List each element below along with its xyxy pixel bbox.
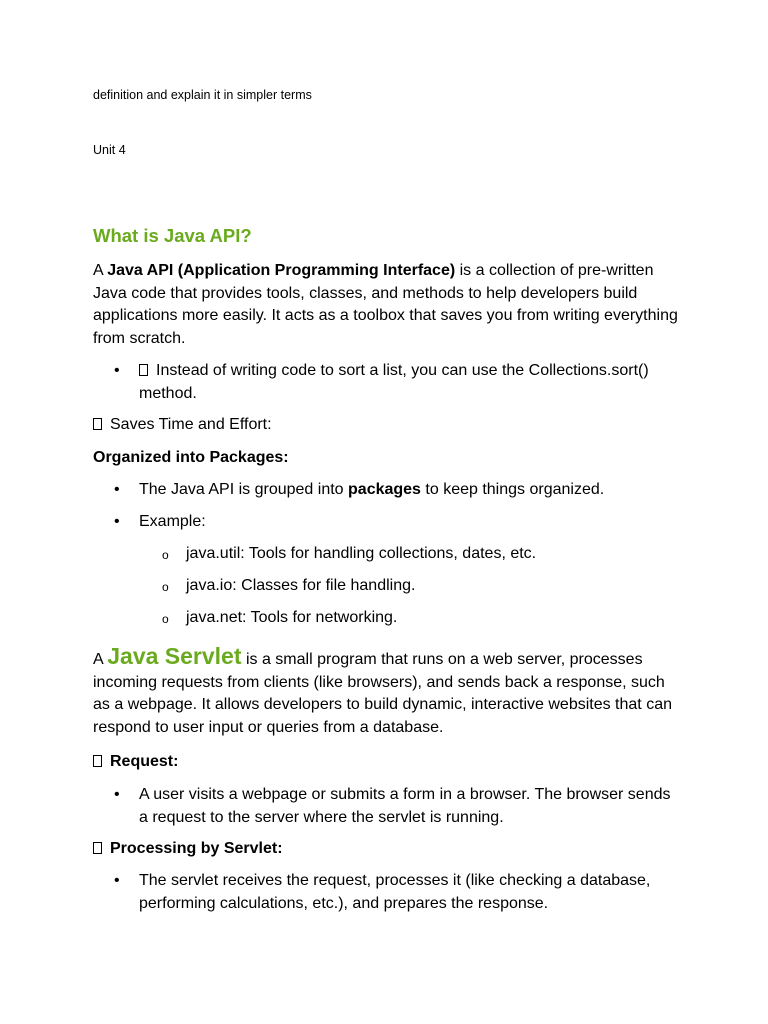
api-intro-text: is a collection of pre-written Java code that provides tools, classes, and methods to help developers build applications more easily. It acts as a toolbox that saves you from writing everything from scratch. <box>93 262 678 347</box>
processing-heading-text: Processing by Servlet: <box>110 840 283 857</box>
hollow-circle-icon: o <box>162 548 169 562</box>
unit-label: Unit 4 <box>93 143 126 157</box>
list-item-packages <box>139 479 679 502</box>
hollow-circle-icon: o <box>162 580 169 594</box>
api-intro-term: Java API (Application Programming Interface) <box>107 262 456 279</box>
list-item-sort-example <box>139 360 679 405</box>
packages-prefix: The Java API is grouped into <box>139 481 349 498</box>
packages-suffix: to keep things organized. <box>420 481 605 498</box>
header-note: definition and explain it in simpler terms <box>93 88 312 102</box>
bullet-dot-icon: • <box>114 872 120 889</box>
servlet-intro-paragraph <box>93 645 683 739</box>
sub-list-item-java-net: java.net: Tools for networking. <box>186 609 398 626</box>
placeholder-box-icon <box>93 842 102 854</box>
placeholder-box-icon <box>139 364 148 376</box>
bullet-dot-icon: • <box>114 362 120 379</box>
processing-heading <box>93 838 683 861</box>
saves-time-line <box>93 414 683 437</box>
list-item-request: A user visits a webpage or submits a form in a browser. The browser sends a request to the server where the servlet is running. <box>139 786 671 826</box>
sub-list-item-java-io: java.io: Classes for file handling. <box>186 577 416 594</box>
list-item-text: Instead of writing code to sort a list, you can use the Collections.sort() method. <box>139 362 649 402</box>
placeholder-box-icon <box>93 418 102 430</box>
servlet-intro-text: is a small program that runs on a web server, processes incoming requests from clients (like browsers), and sends back a response, such as a webpage. It allows developers to build dynamic, interactive websites that can respond to user input or queries from a database. <box>93 651 672 736</box>
request-heading-text: Request: <box>110 753 179 770</box>
placeholder-box-icon <box>93 755 102 767</box>
bullet-dot-icon: • <box>114 481 120 498</box>
servlet-intro-prefix: A <box>93 651 108 668</box>
list-item-example-label: Example: <box>139 513 206 530</box>
section-heading-java-api: What is Java API? <box>93 225 252 246</box>
servlet-title: Java Servlet <box>107 643 242 669</box>
bullet-dot-icon: • <box>114 786 120 803</box>
list-item-processing: The servlet receives the request, processes it (like checking a database, performing calculations, etc.), and prepares the response. <box>139 872 651 912</box>
saves-time-text: Saves Time and Effort: <box>110 416 272 433</box>
api-intro-paragraph <box>93 260 683 350</box>
bullet-dot-icon: • <box>114 513 120 530</box>
packages-heading: Organized into Packages: <box>93 449 289 466</box>
sub-list-item-java-util: java.util: Tools for handling collections, dates, etc. <box>186 545 537 562</box>
hollow-circle-icon: o <box>162 612 169 626</box>
api-intro-prefix: A <box>93 262 108 279</box>
packages-term: packages <box>348 481 421 498</box>
request-heading <box>93 751 683 774</box>
